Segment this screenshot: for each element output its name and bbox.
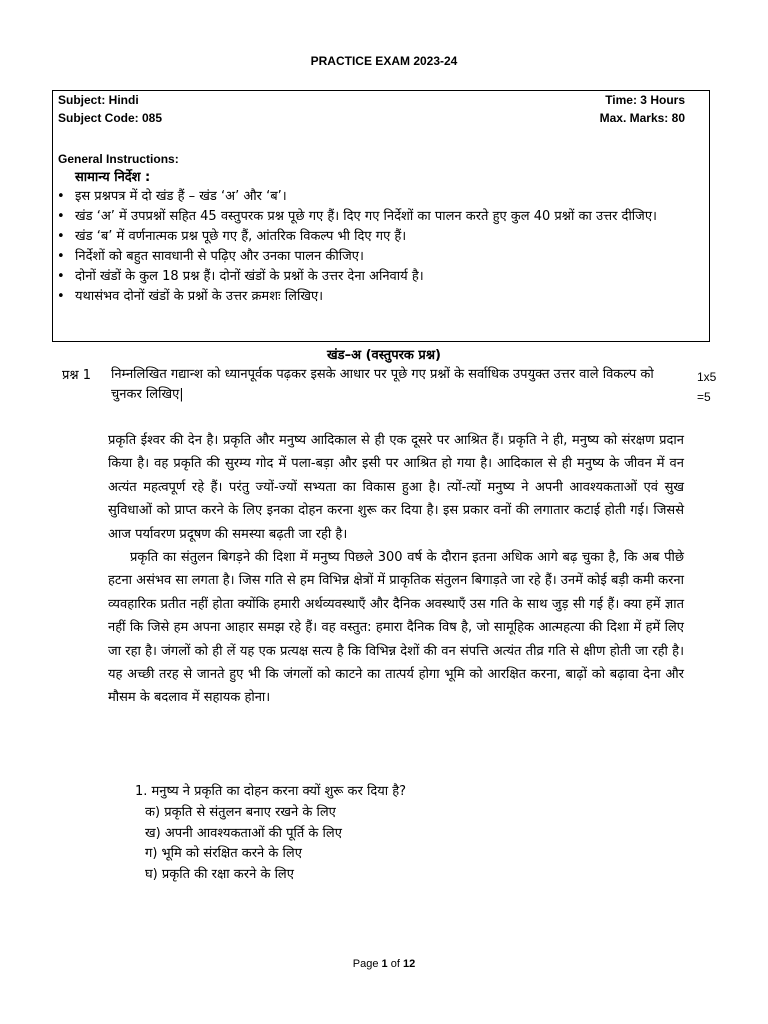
passage [108, 429, 684, 710]
marks-line-1: 1x5 [697, 370, 717, 384]
instructions-list [53, 187, 693, 307]
instruction-item: • यथासंभव दोनों खंडों के प्रश्नों के उत्तर क्रमशः लिखिए। [53, 287, 693, 307]
question-label: प्रश्न 1 [62, 368, 91, 383]
instruction-item: • इस प्रश्नपत्र में दो खंड हैं – खंड ‘अ’ और ‘ब’। [53, 187, 693, 207]
of-word: of [387, 958, 403, 970]
page-total: 12 [402, 958, 416, 970]
general-instructions-heading-en: General Instructions: [58, 152, 179, 166]
question-text: निम्नलिखित गद्यान्श को ध्यानपूर्वक पढ़कर इसके आधार पर पूछे गए प्रश्नों के सर्वाधिक उपयुक्त उत्तर वाले विकल्प को चुनकर लिखिए| [111, 367, 654, 402]
instruction-item: • निर्देशों को बहुत सावधानी से पढ़िए और उनका पालन कीजिए। [53, 247, 693, 267]
exam-title: PRACTICE EXAM 2023-24 [310, 54, 458, 68]
sub-question-text: 1. मनुष्य ने प्रकृति का दोहन करना क्यों शुरू कर दिया है? [135, 784, 407, 799]
subject-label: Subject: Hindi [58, 93, 139, 107]
page-number: 1 [381, 958, 388, 970]
general-instructions-heading-hi: सामान्य निर्देश : [75, 170, 151, 185]
instruction-item: • खंड ‘ब’ में वर्णनात्मक प्रश्न पूछे गए हैं, आंतरिक विकल्प भी दिए गए हैं। [53, 227, 693, 247]
time-label: Time: 3 Hours [605, 93, 685, 107]
option-item: ग) भूमि को संरक्षित करने के लिए [145, 846, 302, 861]
option-item: घ) प्रकृति की रक्षा करने के लिए [145, 866, 294, 882]
passage-paragraph-2: प्रकृति का संतुलन बिगड़ने की दिशा में मनुष्य पिछले 300 वर्ष के दौरान इतना अधिक आगे बढ़ चुका है, कि अब पीछे हटना असंभव सा लगता है। जिस गति से हम विभिन्न क्षेत्रों में प्राकृतिक संतुलन बिगाड़ते जा रहे हैं। उनमें कोई बड़ी कमी करना व्यवहारिक प्रतीत नहीं होता क्योंकि हमारी अर्थव्यवस्थाएँ और दैनिक अवस्थाएँ उस गति के साथ जुड़ सी गई हैं। क्या हमें ज्ञात नहीं कि जिसे हम अपना आहार समझ रहे हैं। वह वस्तुत: हमारा दैनिक विष है, जो सामूहिक आत्महत्या की दिशा में हमें लिए जा रहा है। जंगलों को ही लें यह एक प्रत्यक्ष सत्य है कि विभिन्न देशों की वन संपत्ति अत्यंत तीव्र गति से क्षीण होती जा रही है। यह अच्छी तरह से जानते हुए भी कि जंगलों को काटने का तात्पर्य होगा भूमि को आरक्षित करना, बाढ़ों को बढ़ावा देना और मौसम के बदलाव में सहायक होना। [108, 550, 684, 706]
page-word: Page [352, 958, 382, 970]
passage-paragraph-1: प्रकृति ईश्वर की देन है। प्रकृति और मनुष्य आदिकाल से ही एक दूसरे पर आश्रित हैं। प्रकृति ने ही, मनुष्य को संरक्षण प्रदान किया है। वह प्रकृति की सुरम्य गोद में पला-बड़ा और इसी पर आश्रित हो गया है। आदिकाल से ही मनुष्य के जीवन में वन अत्यंत महत्वपूर्ण रहे हैं। परंतु ज्यों-ज्यों सभ्यता का विकास हुआ है। त्यों-त्यों मनुष्य ने अपनी आवश्यकताओं एवं सुख सुविधाओं को प्राप्त करने के लिए इनका दोहन करना शुरू कर दिया है। इस प्रकार वनों की लगातार कटाई होती गई। जिससे आज पर्यावरण प्रदूषण की समस्या बढ़ती जा रही है। [108, 433, 684, 542]
max-marks-label: Max. Marks: 80 [599, 111, 685, 125]
section-heading: खंड–अ (वस्तुपरक प्रश्न) [327, 348, 441, 363]
page-footer [0, 958, 768, 970]
header-row-subject [58, 93, 685, 107]
instruction-item: • दोनों खंडों के कुल 18 प्रश्न हैं। दोनों खंडों के प्रश्नों के उत्तर देना अनिवार्य है। [53, 267, 693, 287]
question-marks [697, 367, 716, 407]
marks-line-2: =5 [697, 390, 711, 404]
header-box [52, 90, 710, 342]
instruction-item: • खंड ‘अ’ में उपप्रश्नों सहित 45 वस्तुपरक प्रश्न पूछे गए हैं। दिए गए निर्देशों का पालन करते हुए कुल 40 प्रश्नों का उत्तर दीजिए। [53, 207, 693, 227]
header-row-code [58, 111, 685, 125]
option-item: क) प्रकृति से संतुलन बनाए रखने के लिए [145, 805, 336, 820]
options-list [145, 803, 342, 885]
option-item: ख) अपनी आवश्यकताओं की पूर्ति के लिए [145, 825, 342, 841]
subject-code-label: Subject Code: 085 [58, 111, 163, 125]
